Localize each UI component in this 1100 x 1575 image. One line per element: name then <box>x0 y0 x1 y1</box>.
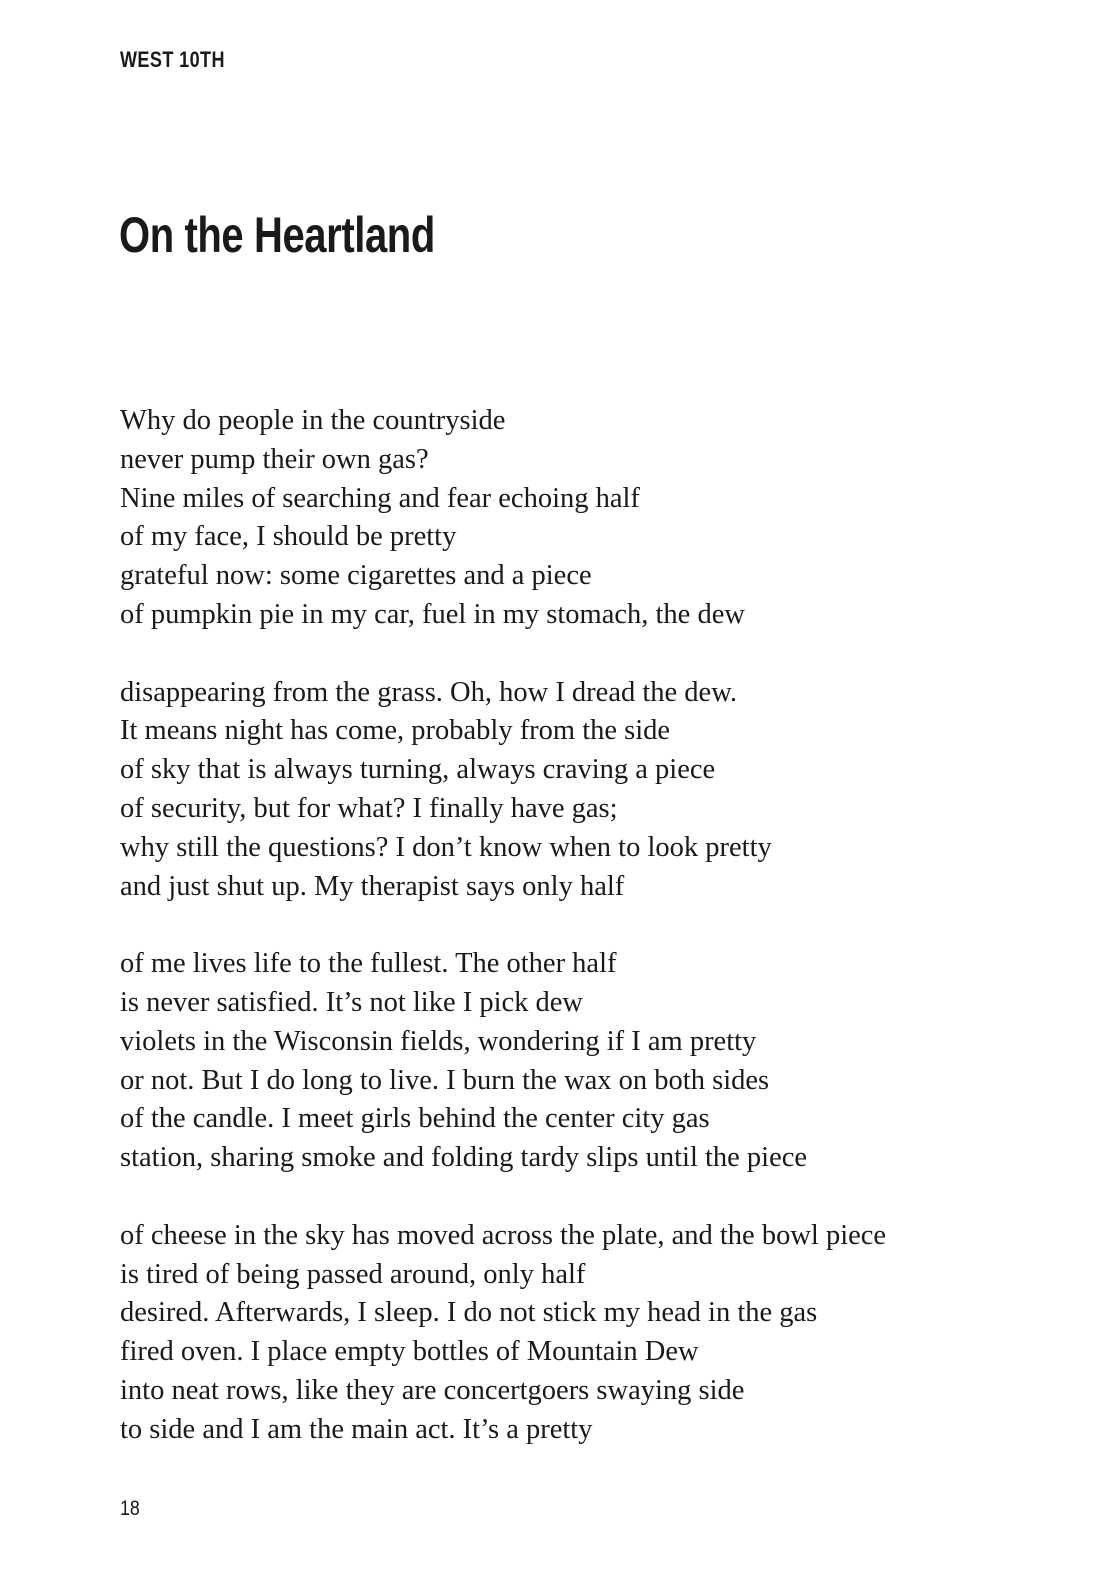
poem-line: disappearing from the grass. Oh, how I dread the dew. <box>120 676 738 708</box>
stanza-2 <box>120 674 1020 907</box>
poem-line: Why do people in the countryside <box>120 405 506 436</box>
poem-line: It means night has come, probably from the side <box>120 715 671 747</box>
poem-line: or not. But I do long to live. I burn the wax on both sides <box>120 1064 770 1096</box>
poem-line: of cheese in the sky has moved across the plate, and the bowl piece <box>120 1219 887 1251</box>
stanza-1 <box>120 402 1020 635</box>
poem-line: Nine miles of searching and fear echoing half <box>120 482 640 514</box>
poem-line: never pump their own gas? <box>120 443 429 475</box>
stanza-3 <box>120 945 1020 1178</box>
poem-line: grateful now: some cigarettes and a piece <box>120 560 592 592</box>
poem-line: fired oven. I place empty bottles of Mountain Dew <box>120 1336 699 1368</box>
poem-line: of the candle. I meet girls behind the center city gas <box>120 1103 710 1135</box>
poem-line: desired. Afterwards, I sleep. I do not stick my head in the gas <box>120 1297 818 1329</box>
poem-line: why still the questions? I don’t know when to look pretty <box>120 831 772 863</box>
poem-body <box>120 402 1020 1488</box>
stanza-4 <box>120 1217 1020 1450</box>
poem-line: violets in the Wisconsin fields, wondering if I am pretty <box>120 1025 757 1057</box>
poem-line: of me lives life to the fullest. The other half <box>120 948 617 980</box>
poem-line: is never satisfied. It’s not like I pick dew <box>120 986 584 1018</box>
poem-line: station, sharing smoke and folding tardy slips until the piece <box>120 1142 808 1174</box>
poem-line: of my face, I should be pretty <box>120 521 457 553</box>
poem-line: of pumpkin pie in my car, fuel in my stomach, the dew <box>120 598 745 630</box>
poem-title: On the Heartland <box>119 207 435 263</box>
poem-line: of sky that is always turning, always craving a piece <box>120 754 716 786</box>
running-head: WEST 10TH <box>120 47 225 72</box>
poem-line: to side and I am the main act. It’s a pretty <box>120 1413 593 1445</box>
poem-line: into neat rows, like they are concertgoers swaying side <box>120 1374 745 1406</box>
poem-line: of security, but for what? I finally have gas; <box>120 792 618 824</box>
page-number: 18 <box>120 1497 140 1520</box>
poem-line: is tired of being passed around, only half <box>120 1258 586 1290</box>
poem-line: and just shut up. My therapist says only half <box>120 870 625 902</box>
